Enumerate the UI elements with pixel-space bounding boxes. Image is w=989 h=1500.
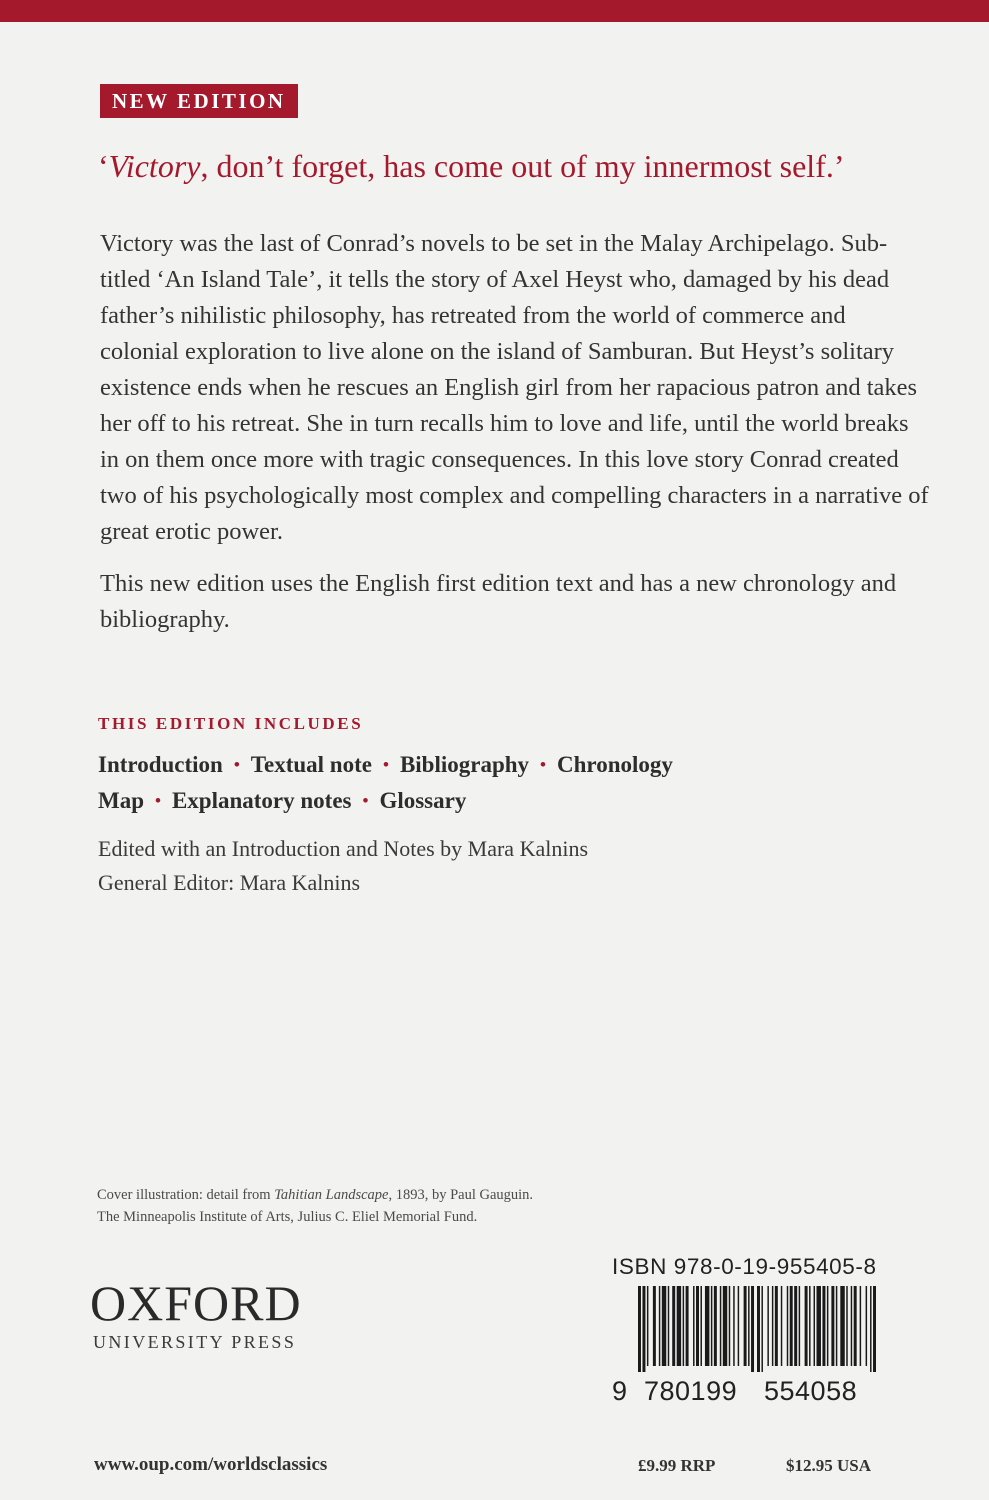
barcode-bar — [748, 1286, 749, 1366]
barcode-bar — [767, 1286, 768, 1366]
barcode-bar — [775, 1286, 778, 1366]
editor-credits — [98, 832, 588, 900]
editor-line: Edited with an Introduction and Notes by Mara Kalnins — [98, 836, 589, 861]
new-edition-badge: NEW EDITION — [100, 84, 298, 118]
barcode-bar — [647, 1286, 648, 1366]
barcode-bar — [723, 1286, 727, 1366]
barcode-bar — [677, 1286, 681, 1366]
credit-suffix: , 1893, by Paul Gauguin. — [388, 1187, 534, 1203]
top-color-band — [0, 0, 989, 22]
barcode-bar — [693, 1286, 694, 1366]
barcode-bar — [729, 1286, 730, 1366]
credit-artwork-title: Tahitian Landscape — [274, 1187, 389, 1203]
barcode-bar — [781, 1286, 782, 1366]
bullet-separator: • — [155, 791, 161, 810]
price-us: $12.95 USA — [786, 1456, 872, 1475]
barcode-bar — [751, 1286, 754, 1372]
barcode-bar — [642, 1286, 645, 1372]
barcode-bar — [668, 1286, 669, 1366]
publisher-subname: UNIVERSITY PRESS — [93, 1332, 297, 1352]
barcode-bar — [822, 1286, 825, 1366]
quote-open-mark: ‘ — [98, 148, 109, 184]
barcode-bar — [790, 1286, 793, 1366]
bullet-separator: • — [362, 791, 369, 810]
barcode-digit-group-2: 554058 — [764, 1376, 858, 1406]
barcode-bar — [805, 1286, 808, 1366]
includes-item: Map — [98, 788, 144, 813]
barcode-bar — [761, 1286, 762, 1372]
barcode-lead-digit: 9 — [612, 1376, 628, 1406]
barcode-bar — [870, 1286, 871, 1372]
blurb — [100, 226, 930, 638]
includes-item: Textual note — [250, 752, 372, 777]
includes-heading: THIS EDITION INCLUDES — [98, 714, 364, 733]
bullet-separator: • — [233, 755, 240, 774]
barcode-bar — [659, 1286, 660, 1366]
blurb-paragraph-1: Victory was the last of Conrad’s novels to be set in the Malay Archipelago. Sub-titled ‘An Island Tale’, it tells the story of Axel Heyst who, damaged by his dead father’s nihilistic philosophy, has retreated from the world of commerce and colonial exploration to live alone on the island of Samburan. But Heyst’s solitary existence ends when he rescues an English girl from her rapacious patron and takes her off to his retreat. She in turn recalls him to love and life, until the world breaks in on them once more with tragic consequences. In this love story Conrad created two of his psychologically most complex and compelling characters in a narrative of great erotic power. — [100, 230, 929, 545]
barcode-bar — [866, 1286, 867, 1366]
barcode-bar — [836, 1286, 837, 1366]
barcode-bar — [653, 1286, 656, 1366]
publisher-logo: OXFORD — [90, 1275, 302, 1331]
quote-title: Victory — [108, 148, 201, 184]
includes-item: Chronology — [557, 752, 673, 777]
barcode-bar — [757, 1286, 760, 1372]
barcode-bar — [787, 1286, 788, 1366]
barcode-bar — [738, 1286, 739, 1366]
credit-prefix: Cover illustration: detail from — [97, 1187, 275, 1203]
barcode-bar — [705, 1286, 709, 1366]
barcode-bar — [799, 1286, 800, 1366]
barcode-bar — [683, 1286, 684, 1366]
barcode-bar — [772, 1286, 773, 1366]
includes-item: Explanatory notes — [171, 788, 352, 813]
cover-illustration-credit — [97, 1184, 533, 1228]
barcode-graphic — [638, 1286, 876, 1372]
includes-row-2 — [98, 784, 898, 820]
barcode-bar — [840, 1286, 844, 1366]
barcode-bar — [831, 1286, 834, 1366]
barcode-bar — [686, 1286, 689, 1366]
publisher-url: www.oup.com/worldsclassics — [94, 1454, 328, 1475]
barcode-bar — [860, 1286, 861, 1366]
barcode-bar — [720, 1286, 721, 1366]
barcode-bar — [638, 1286, 641, 1372]
barcode-digit-group-1: 780199 — [644, 1376, 738, 1406]
credit-line-1 — [97, 1184, 533, 1206]
barcode-bar — [696, 1286, 699, 1366]
barcode-bar — [711, 1286, 712, 1366]
includes-row-1 — [98, 748, 898, 784]
barcode-bar — [744, 1286, 747, 1366]
barcode-bar — [662, 1286, 666, 1366]
barcode-bar — [714, 1286, 717, 1366]
barcode-bar — [854, 1286, 857, 1366]
barcode-bar — [873, 1286, 876, 1372]
barcode-bar — [846, 1286, 847, 1366]
bullet-separator: • — [382, 755, 389, 774]
barcode-bar — [672, 1286, 675, 1366]
bullet-separator: • — [540, 755, 546, 774]
general-editor-line: General Editor: Mara Kalnins — [98, 870, 361, 895]
barcode-bar — [827, 1286, 828, 1366]
quote-rest: , don’t forget, has come out of my innermost self.’ — [200, 148, 845, 184]
includes-item: Bibliography — [399, 752, 530, 777]
credit-line-2: The Minneapolis Institute of Arts, Julius C. Eliel Memorial Fund. — [97, 1209, 478, 1225]
barcode-bar — [814, 1286, 815, 1366]
includes-item: Introduction — [98, 752, 223, 777]
barcode-bar — [794, 1286, 797, 1366]
barcode-bar — [817, 1286, 821, 1366]
blurb-paragraph-2: This new edition uses the English first edition text and has a new chronology and bibliography. — [100, 570, 897, 633]
pull-quote — [98, 146, 958, 186]
includes-item: Glossary — [379, 788, 467, 813]
barcode-bar — [809, 1286, 810, 1366]
isbn-label: ISBN 978-0-19-955405-8 — [612, 1254, 877, 1279]
barcode-bar — [851, 1286, 852, 1366]
barcode-bar — [700, 1286, 701, 1366]
barcode-bar — [733, 1286, 734, 1366]
price-uk: £9.99 RRP — [638, 1456, 716, 1475]
includes-list — [98, 748, 898, 820]
